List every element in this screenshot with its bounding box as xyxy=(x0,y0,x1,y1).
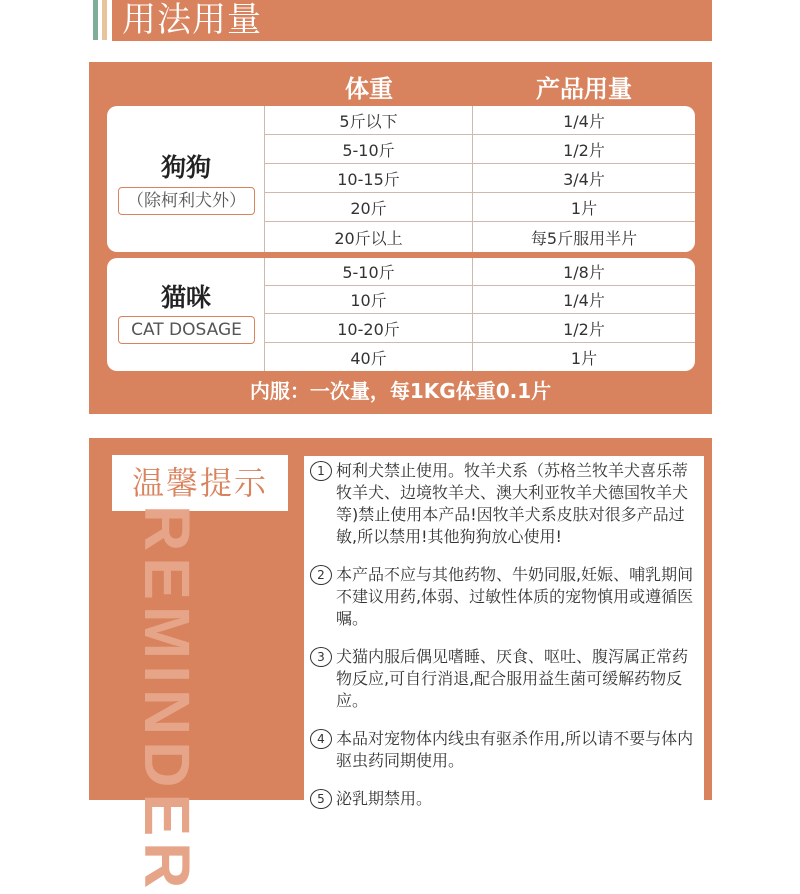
table-row xyxy=(265,135,695,164)
number-badge: 2 xyxy=(310,565,332,585)
cat-species-cell xyxy=(107,258,265,371)
dosage-footnote: 内服：一次量，每1KG体重0.1片 xyxy=(249,379,552,403)
dog-label: 狗狗 xyxy=(160,153,211,182)
list-item xyxy=(310,788,698,810)
note-text: 本产品不应与其他药物、牛奶同服,妊娠、哺乳期间不建议用药,体弱、过敏性体质的宠物慎用或遵循医嘱。 xyxy=(336,565,694,628)
watermark-text: REMINDER xyxy=(131,505,203,894)
cat-dosage-tag: CAT DOSAGE xyxy=(118,316,255,344)
list-item xyxy=(310,460,698,548)
amount-cell: 3/4片 xyxy=(563,169,605,189)
table-row xyxy=(265,106,695,135)
reminder-watermark xyxy=(117,505,217,894)
dog-dosage-table xyxy=(107,106,695,252)
amount-cell: 1/2片 xyxy=(563,140,605,160)
weight-cell: 10-20斤 xyxy=(265,314,473,342)
note-text: 泌乳期禁用。 xyxy=(336,789,433,808)
weight-cell: 20斤以上 xyxy=(265,222,473,252)
table-row xyxy=(265,222,695,252)
table-row xyxy=(265,286,695,314)
note-text: 本品对宠物体内线虫有驱杀作用,所以请不要与体内驱虫药同期使用。 xyxy=(336,729,694,770)
cat-dosage-table xyxy=(107,258,695,371)
weight-cell: 5-10斤 xyxy=(265,258,473,285)
decor-stripe-beige xyxy=(102,0,107,40)
amount-cell: 1/2片 xyxy=(563,319,605,339)
list-item xyxy=(310,728,698,772)
reminder-title: 温馨提示 xyxy=(112,455,288,511)
dog-species-cell xyxy=(107,106,265,252)
amount-cell: 1/4片 xyxy=(563,291,605,310)
list-item xyxy=(310,646,698,712)
number-badge: 5 xyxy=(310,789,332,809)
table-row xyxy=(265,164,695,193)
weight-cell: 10-15斤 xyxy=(265,164,473,192)
page-title: 用法用量 xyxy=(112,0,712,41)
weight-cell: 40斤 xyxy=(265,343,473,371)
table-row xyxy=(265,258,695,286)
amount-cell: 1/8片 xyxy=(563,263,605,282)
weight-cell: 10斤 xyxy=(265,286,473,313)
list-item xyxy=(310,564,698,630)
cat-label: 猫咪 xyxy=(160,283,211,312)
table-row xyxy=(265,343,695,371)
note-text: 犬猫内服后偶见嗜睡、厌食、呕吐、腹泻属正常药物反应,可自行消退,配合服用益生菌可缓解药物反应。 xyxy=(336,647,689,710)
weight-cell: 20斤 xyxy=(265,193,473,221)
weight-cell: 5-10斤 xyxy=(265,135,473,163)
table-row xyxy=(265,193,695,222)
amount-column-header: 产品用量 xyxy=(536,75,632,103)
amount-cell: 1片 xyxy=(570,348,598,368)
amount-cell: 每5斤服用半片 xyxy=(530,228,638,248)
weight-column-header: 体重 xyxy=(345,75,393,103)
reminder-notes xyxy=(304,456,704,808)
weight-cell: 5斤以下 xyxy=(265,106,473,134)
amount-cell: 1/4片 xyxy=(563,111,605,131)
number-badge: 1 xyxy=(310,461,332,481)
amount-cell: 1片 xyxy=(570,198,598,218)
number-badge: 4 xyxy=(310,729,332,749)
table-row xyxy=(265,314,695,343)
decor-stripe-green xyxy=(93,0,98,40)
dog-exception-tag: （除柯利犬外） xyxy=(118,187,255,215)
number-badge: 3 xyxy=(310,647,332,667)
note-text: 柯利犬禁止使用。牧羊犬系（苏格兰牧羊犬喜乐蒂牧羊犬、边境牧羊犬、澳大利亚牧羊犬德国牧羊犬等)禁止使用本产品!因牧羊犬系皮肤对很多产品过敏,所以禁用!其他狗狗放心使用! xyxy=(336,461,689,546)
